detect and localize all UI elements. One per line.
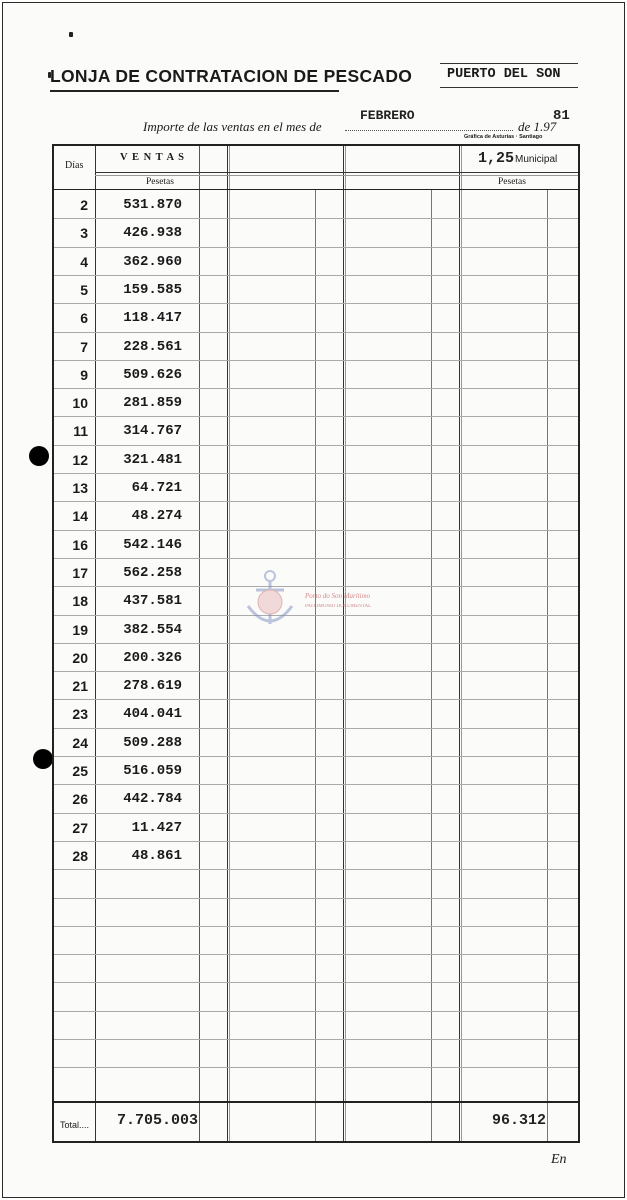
row-rule [54, 388, 578, 389]
sales-amount-cell: 516.059 [123, 763, 182, 779]
row-rule [54, 699, 578, 700]
document-title: LONJA DE CONTRATACION DE PESCADO [50, 66, 413, 86]
row-rule [54, 473, 578, 474]
row-rule [54, 332, 578, 333]
port-name: PUERTO DEL SON [447, 67, 561, 82]
day-cell: 17 [72, 564, 88, 581]
row-rule [54, 671, 578, 672]
port-rule-bottom [440, 87, 578, 88]
sales-amount-cell: 159.585 [123, 281, 182, 298]
punch-hole [29, 446, 49, 466]
row-rule [54, 416, 578, 417]
punch-hole [33, 749, 53, 769]
title-underline [50, 90, 339, 92]
total-sales: 7.705.003 [116, 1112, 198, 1129]
sales-amount-cell: 509.626 [123, 366, 182, 383]
row-rule [54, 926, 578, 927]
sales-amount-cell: 281.859 [123, 395, 182, 412]
day-cell: 4 [80, 253, 88, 270]
municipal-rate: 1,25 [478, 150, 515, 167]
row-rule [54, 869, 578, 870]
header-rule [95, 172, 578, 173]
day-cell: 9 [80, 366, 88, 383]
row-rule [54, 501, 578, 502]
sales-amount-cell: 382.554 [123, 621, 182, 638]
sales-amount-cell: 426.938 [123, 225, 182, 242]
sales-amount-cell: 542.146 [123, 536, 182, 553]
day-cell: 19 [72, 621, 88, 638]
total-label: Total.... [60, 1120, 90, 1130]
col-municipal-header: Municipal [515, 154, 558, 165]
sales-amount-cell: 118.417 [123, 310, 182, 327]
row-rule [54, 530, 578, 531]
row-rule [54, 728, 578, 729]
sales-amount-cell: 562.258 [123, 564, 182, 581]
year-label: de 1.97 [518, 119, 557, 134]
row-rule [54, 1067, 578, 1068]
sales-amount-cell: 48.274 [131, 508, 182, 525]
col-municipal-unit: Pesetas [498, 177, 526, 187]
sales-table [52, 144, 580, 1143]
sales-amount-cell: 404.041 [123, 706, 182, 723]
day-cell: 25 [72, 763, 88, 779]
year-suffix: 81 [553, 108, 570, 124]
sales-amount-cell: 200.326 [123, 649, 182, 666]
sales-amount-cell: 11.427 [131, 819, 182, 836]
printer-credit: Gráfica de Asturias · Santiago [464, 134, 543, 140]
row-rule [54, 643, 578, 644]
subtitle: Importe de las ventas en el mes de [143, 119, 322, 134]
row-rule [54, 360, 578, 361]
sales-amount-cell: 442.784 [123, 791, 182, 808]
day-cell: 28 [72, 847, 88, 864]
row-rule [54, 784, 578, 785]
row-rule [54, 586, 578, 587]
column-rule [547, 190, 548, 1141]
day-cell: 20 [72, 649, 88, 666]
day-cell: 10 [72, 395, 88, 412]
day-cell: 5 [80, 281, 88, 298]
row-rule [54, 756, 578, 757]
col-sales-header: V E N T A S [120, 152, 185, 163]
col-days-header: Días [65, 160, 84, 171]
sales-amount-cell: 321.481 [123, 451, 182, 468]
day-cell: 27 [72, 819, 88, 836]
total-rule [54, 1101, 578, 1103]
col-sales-unit: Pesetas [146, 177, 174, 187]
ink-mark [69, 32, 73, 37]
row-rule [54, 841, 578, 842]
row-rule [54, 1011, 578, 1012]
day-cell: 13 [72, 480, 88, 496]
watermark-subtext: PATRIMONIO DOCUMENTAL [305, 604, 372, 609]
total-municipal: 96.312 [491, 1112, 546, 1129]
day-cell: 3 [80, 225, 88, 242]
header-rule [95, 175, 578, 176]
row-rule [54, 982, 578, 983]
row-rule [54, 445, 578, 446]
sales-amount-cell: 509.288 [123, 734, 182, 751]
day-cell: 24 [72, 734, 88, 751]
day-cell: 6 [80, 310, 88, 327]
row-rule [54, 247, 578, 248]
port-rule-top [440, 63, 578, 64]
day-cell: 26 [72, 791, 88, 808]
watermark-text: Porto do Son Marítimo [305, 592, 371, 600]
row-rule [54, 954, 578, 955]
sales-amount-cell: 228.561 [123, 338, 182, 355]
row-rule [54, 615, 578, 616]
month-value: FEBRERO [360, 108, 415, 123]
sales-amount-cell: 64.721 [131, 480, 182, 496]
day-cell: 23 [72, 706, 88, 723]
row-rule [54, 898, 578, 899]
day-cell: 2 [80, 197, 88, 213]
day-cell: 12 [72, 451, 88, 468]
column-rule [315, 190, 316, 1141]
sales-amount-cell: 48.861 [131, 847, 182, 864]
row-rule [54, 1039, 578, 1040]
row-rule [54, 275, 578, 276]
row-rule [54, 813, 578, 814]
day-cell: 11 [73, 423, 88, 440]
sales-amount-cell: 278.619 [123, 678, 182, 695]
day-cell: 16 [72, 536, 88, 553]
anchor-seal-icon [240, 566, 300, 636]
sales-amount-cell: 437.581 [123, 593, 182, 610]
page-mark: En [551, 1152, 567, 1167]
day-cell: 14 [72, 508, 88, 525]
sales-amount-cell: 362.960 [123, 253, 182, 270]
row-rule [54, 558, 578, 559]
sales-amount-cell: 531.870 [123, 197, 182, 213]
month-dotted-line [345, 130, 513, 131]
day-cell: 18 [72, 593, 88, 610]
day-cell: 21 [72, 678, 88, 695]
row-rule [54, 218, 578, 219]
sales-amount-cell: 314.767 [123, 423, 182, 440]
header-rule [54, 189, 578, 190]
row-rule [54, 303, 578, 304]
column-rule [431, 190, 432, 1141]
day-cell: 7 [80, 338, 88, 355]
